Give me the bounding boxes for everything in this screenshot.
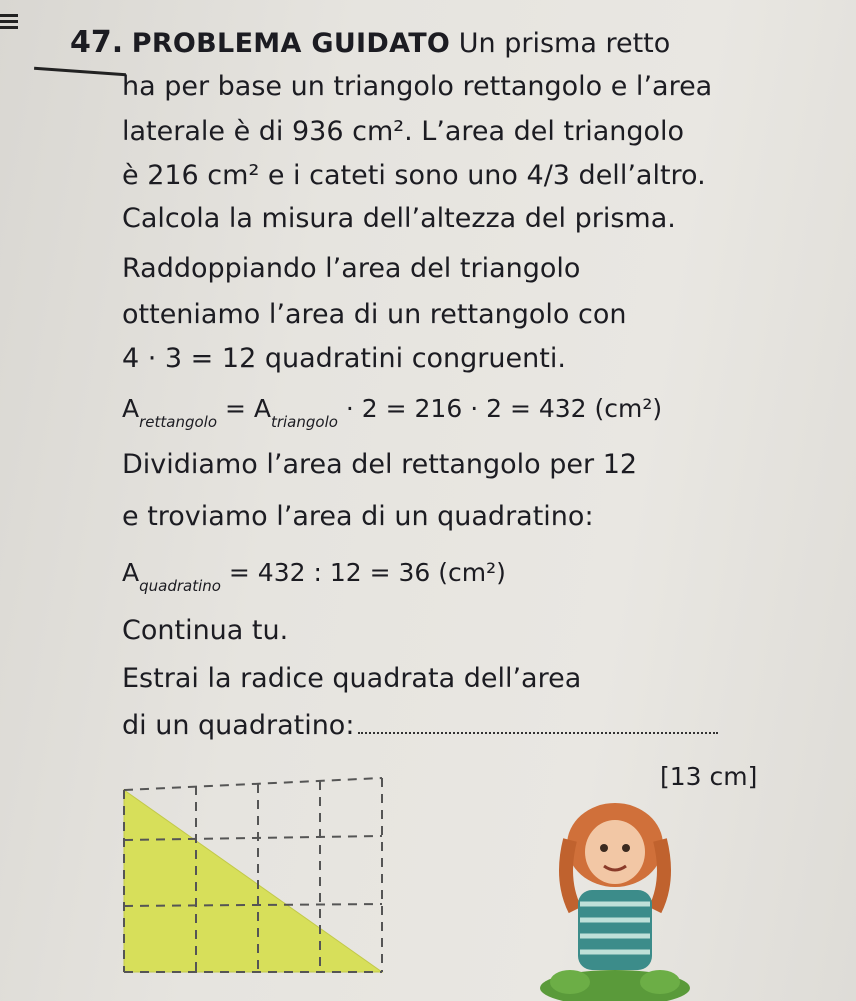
answer-blank (358, 712, 718, 734)
problem-line: Calcola la misura dell’altezza del prisma. (122, 203, 676, 234)
solution-text: Estrai la radice quadrata dell’area (122, 663, 582, 694)
problem-title: PROBLEMA GUIDATO (131, 28, 451, 59)
continue-text: Continua tu. (122, 615, 289, 646)
equation-rectangle-area: $A_{rettangolo} = A_{triangolo} \cdot 2 = 216 \cdot 2 = 432$ (cm²) (122, 394, 663, 431)
problem-line: ha per base un triangolo rettangolo e l’area (122, 71, 713, 102)
solution-text: Dividiamo l’area del rettangolo per 12 (122, 449, 638, 480)
solution-text: Raddoppiando l’area del triangolo (122, 253, 581, 284)
problem-line: Un prisma retto (458, 28, 671, 59)
problem-heading (70, 26, 670, 61)
solution-text: di un quadratino: (122, 710, 355, 741)
girl-illustration (530, 800, 700, 1001)
menu-icon (0, 14, 20, 30)
equation-square-area: $A_{quadratino} = 432$ : 12 = 36 (cm²) (122, 558, 506, 595)
solution-text: otteniamo l’area di un rettangolo con (122, 299, 627, 330)
solution-text: e troviamo l’area di un quadratino: (122, 501, 594, 532)
underline-rule (34, 67, 126, 76)
right-triangle (124, 790, 382, 972)
answer-label: [13 cm] (660, 762, 758, 791)
fill-in-line (122, 709, 718, 743)
problem-line: è 216 cm² e i cateti sono uno 4/3 dell’altro. (122, 160, 706, 191)
bleed-through-text (0, 128, 8, 158)
problem-number: 47. (70, 25, 124, 60)
solution-text: 4 · 3 = 12 quadratini congruenti. (122, 343, 566, 374)
triangle-grid-figure (118, 772, 393, 982)
problem-line: laterale è di 936 cm². L’area del triangolo (122, 116, 685, 147)
